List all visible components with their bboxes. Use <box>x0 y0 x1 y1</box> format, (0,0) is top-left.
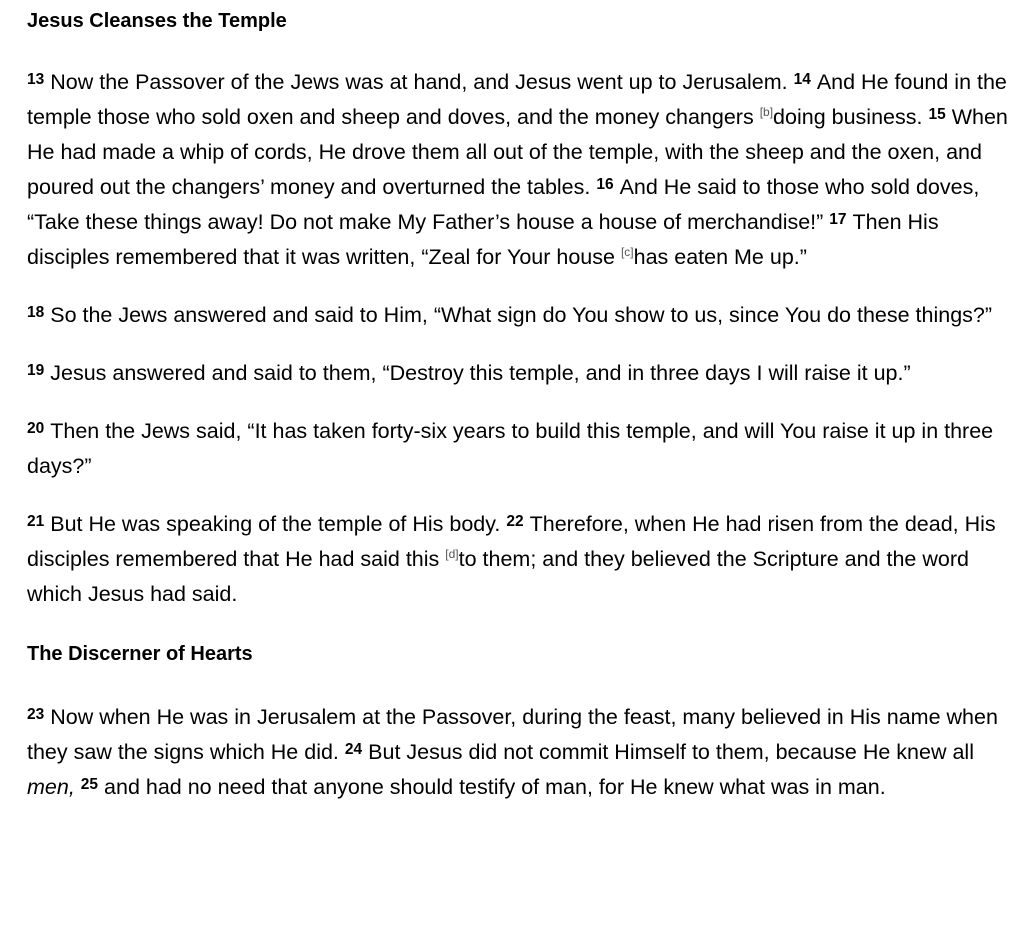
verse-text: Then the Jews said, “It has taken forty-six years to build this temple, and will You raise it up in three days?” <box>27 419 994 478</box>
verse-text: So the Jews answered and said to Him, “What sign do You show to us, since You do these things?” <box>50 303 993 327</box>
verse-text: Now when He was in Jerusalem at the Passover, during the feast, many believed in His name when they saw the signs which He did. <box>27 705 998 764</box>
verse-text: Now the Passover of the Jews was at hand, and Jesus went up to Jerusalem. <box>50 70 788 94</box>
verse-number: 23 <box>27 706 45 723</box>
verse-text: Jesus answered and said to them, “Destroy this temple, and in three days I will raise it up.” <box>50 361 911 385</box>
verse-text: But He was speaking of the temple of His body. <box>50 512 501 536</box>
footnote-link[interactable]: [d] <box>445 547 459 561</box>
verse-number: 16 <box>596 176 614 193</box>
verse-number: 14 <box>793 71 811 88</box>
verse-text: Therefore, when He had risen from the dead, His disciples remembered that He had said this <box>27 512 996 571</box>
verse-text: to them; and they believed the Scripture and the word which Jesus had said. <box>27 547 969 606</box>
verse-number: 18 <box>27 304 45 321</box>
verse-number: 20 <box>27 420 45 437</box>
verse-text: Then His disciples remembered that it was written, “Zeal for Your house <box>27 210 939 269</box>
verse-number: 21 <box>27 513 45 530</box>
footnote-link[interactable]: [c] <box>620 245 634 259</box>
passage-page <box>27 6 1017 805</box>
section-heading: The Discerner of Hearts <box>27 643 253 665</box>
paragraph <box>27 700 1017 805</box>
paragraph <box>27 298 1017 333</box>
verse-number: 25 <box>80 776 99 793</box>
verse-text: has eaten Me up.” <box>633 245 807 269</box>
verse-text: When He had made a whip of cords, He drove them all out of the temple, with the sheep and the oxen, and poured out the changers’ money and overturned the tables. <box>27 105 1008 199</box>
verse-text: and had no need that anyone should testify of man, for He knew what was in man. <box>104 775 886 799</box>
italic-word: men, <box>27 775 75 799</box>
verse-number: 22 <box>506 513 524 530</box>
verse-number: 19 <box>27 362 45 379</box>
paragraph <box>27 507 1017 612</box>
verse-number: 17 <box>829 211 847 228</box>
verse-number: 15 <box>928 106 946 123</box>
section-heading: Jesus Cleanses the Temple <box>27 10 287 32</box>
verse-text: But Jesus did not commit Himself to them, because He knew all <box>368 740 974 764</box>
verse-number: 13 <box>27 71 45 88</box>
verse-text: doing business. <box>773 105 923 129</box>
verse-number: 24 <box>344 741 363 758</box>
footnote-link[interactable]: [b] <box>759 105 774 119</box>
verse-text: And He found in the temple those who sold oxen and sheep and doves, and the money changers <box>27 70 1007 129</box>
paragraph <box>27 356 1017 391</box>
paragraph <box>27 65 1017 275</box>
paragraph <box>27 414 1017 484</box>
verse-text: And He said to those who sold doves, “Take these things away! Do not make My Father’s house a house of merchandise!” <box>27 175 980 234</box>
